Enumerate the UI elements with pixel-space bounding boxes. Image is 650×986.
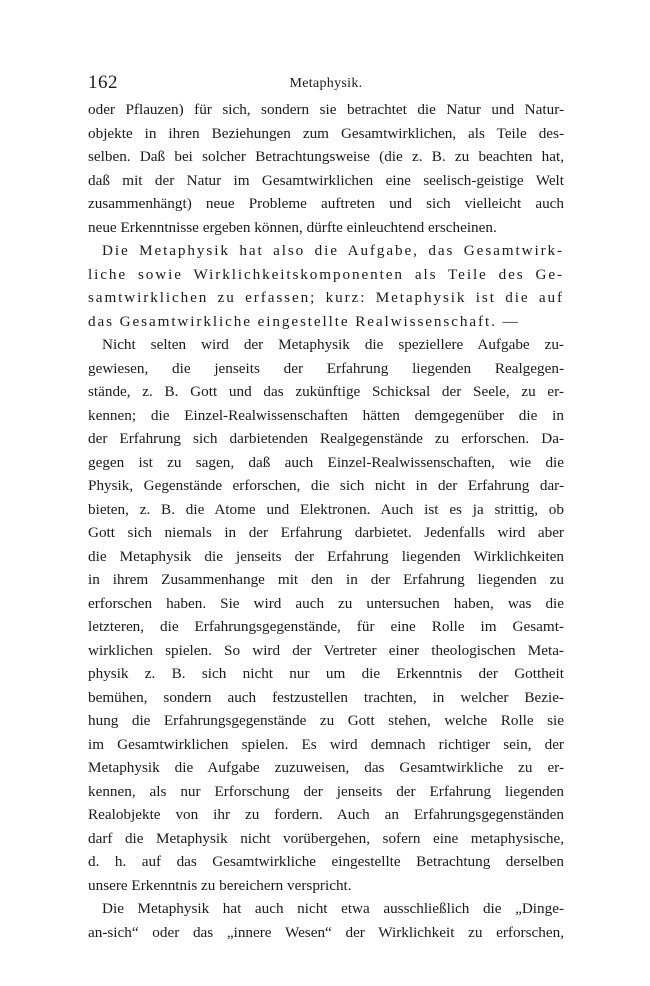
text-line: der Erfahrung sich darbietenden Realgegenstände zu erforschen. Da- xyxy=(88,430,564,447)
text-line: physik z. B. sich nicht nur um die Erkenntnis der Gottheit xyxy=(88,665,564,682)
text-line: darf die Metaphysik nicht vorübergehen, sofern eine metaphysische, xyxy=(88,829,564,847)
text-line: Die Metaphysik hat also die Aufgabe, das Gesamtwirk- xyxy=(102,242,564,259)
text-line: unsere Erkenntnis zu bereichern verspricht. xyxy=(88,876,352,894)
text-line: d. h. auf das Gesamtwirkliche eingestellte Betrachtung derselben xyxy=(88,853,564,870)
text-line: bieten, z. B. die Atome und Elektronen. Auch ist es ja strittig, ob xyxy=(88,500,564,518)
text-line: Metaphysik die Aufgabe zuzuweisen, das Gesamtwirkliche zu er- xyxy=(88,759,564,776)
body-text xyxy=(88,98,564,944)
text-line: in ihrem Zusammenhange mit den in der Erfahrung liegenden zu xyxy=(88,571,564,588)
text-line: Realobjekte von ihr zu fordern. Auch an Erfahrungsgegenständen xyxy=(88,806,564,823)
page-header xyxy=(88,72,564,96)
text-line: Nicht selten wird der Metaphysik die speziellere Aufgabe zu- xyxy=(102,336,564,353)
text-line: zusammenhängt) neue Probleme auftreten und sich vielleicht auch xyxy=(88,195,564,212)
text-line: Physik, Gegenstände erforschen, die sich nicht in der Erfahrung dar- xyxy=(88,477,564,494)
text-line: oder Pflauzen) für sich, sondern sie betrachtet die Natur und Natur- xyxy=(88,101,564,118)
text-line: im Gesamtwirklichen spielen. Es wird demnach richtiger sein, der xyxy=(88,735,564,753)
text-line: objekte in ihren Beziehungen zum Gesamtwirklichen, als Teile des- xyxy=(88,124,564,142)
text-line: gegen ist zu sagen, daß auch Einzel-Realwissenschaften, wie die xyxy=(88,453,564,471)
text-line: samtwirklichen zu erfassen; kurz: Metaphysik ist die auf xyxy=(88,289,564,306)
text-line: an-sich“ oder das „innere Wesen“ der Wirklichkeit zu erforschen, xyxy=(88,923,564,941)
text-line: stände, z. B. Gott und das zukünftige Schicksal der Seele, zu er- xyxy=(88,383,564,400)
text-line: kennen; die Einzel-Realwissenschaften hätten demgegenüber die in xyxy=(88,406,564,424)
text-line: wirklichen spielen. So wird der Vertreter einer theologischen Meta- xyxy=(88,641,564,659)
text-line: Gott sich niemals in der Erfahrung darbietet. Jedenfalls wird aber xyxy=(88,524,564,541)
text-line: hung die Erfahrungsgegenstände zu Gott stehen, welche Rolle sie xyxy=(88,712,564,729)
text-line: neue Erkenntnisse ergeben können, dürfte einleuchtend erscheinen. xyxy=(88,218,497,236)
text-line: Die Metaphysik hat auch nicht etwa ausschließlich die „Dinge- xyxy=(102,900,564,917)
text-line: die Metaphysik die jenseits der Erfahrung liegenden Wirklichkeiten xyxy=(88,547,564,565)
page-number: 162 xyxy=(88,72,118,93)
text-line: daß mit der Natur im Gesamtwirklichen eine seelisch-geistige Welt xyxy=(88,171,564,189)
text-line: erforschen haben. Sie wird auch zu untersuchen haben, was die xyxy=(88,594,564,612)
text-line: liche sowie Wirklichkeitskomponenten als Teile des Ge- xyxy=(88,265,564,283)
text-line: das Gesamtwirkliche eingestellte Realwissenschaft. — xyxy=(88,312,520,330)
running-head: Metaphysik. xyxy=(289,76,363,91)
text-line: gewiesen, die jenseits der Erfahrung liegenden Realgegen- xyxy=(88,359,564,377)
text-line: letzteren, die Erfahrungsgegenstände, für eine Rolle im Gesamt- xyxy=(88,618,564,635)
text-line: kennen, als nur Erforschung der jenseits der Erfahrung liegenden xyxy=(88,782,564,800)
text-line: selben. Daß bei solcher Betrachtungsweise (die z. B. zu beachten hat, xyxy=(88,148,564,165)
text-line: bemühen, sondern auch festzustellen trachten, in welcher Bezie- xyxy=(88,688,564,706)
